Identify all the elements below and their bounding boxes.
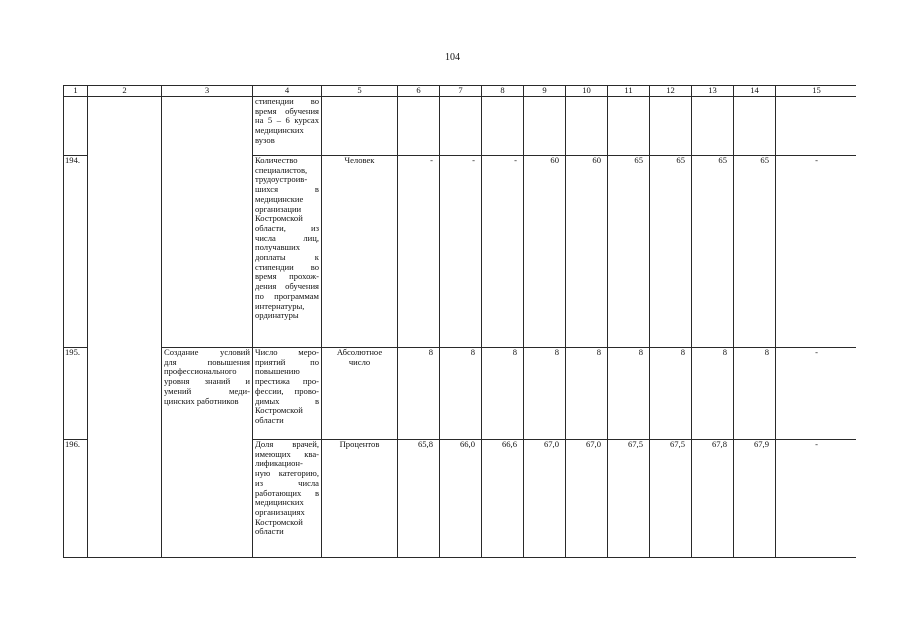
unit-text: число <box>348 356 371 367</box>
text-line: получавших <box>255 242 301 253</box>
text-line: Костромской <box>255 516 303 527</box>
text-line: ную категорию, <box>255 468 319 479</box>
text-line: цинских работников <box>164 395 239 406</box>
value-cell: 8 <box>692 348 734 440</box>
text-line: работающих в <box>255 487 319 498</box>
text-line: Число меро- <box>255 347 319 357</box>
text-line: области <box>255 526 284 537</box>
value-cell: 60 <box>566 156 608 348</box>
text-line: из числа <box>255 477 319 488</box>
indicator-name <box>253 440 322 558</box>
indicators-table <box>63 85 856 558</box>
text-line: дения обучения <box>255 281 319 292</box>
value-cell <box>608 97 650 156</box>
header-row <box>64 86 857 97</box>
notes-cell: - <box>776 440 857 558</box>
value-cell: 60 <box>524 156 566 348</box>
value-cell: 65,8 <box>398 440 440 558</box>
task-cell <box>162 348 253 558</box>
value-cell: 8 <box>608 348 650 440</box>
value-cell <box>440 97 482 156</box>
text-line: области, из <box>255 222 319 233</box>
text-line: престижа про- <box>255 376 319 387</box>
text-line: уровня знаний и <box>164 376 250 387</box>
value-cell: 65 <box>650 156 692 348</box>
table-container <box>63 85 856 563</box>
text-line: числа лиц, <box>255 232 319 243</box>
text-line: на 5 – 6 курсах <box>255 115 319 126</box>
column-header: 8 <box>482 86 524 97</box>
text-line: Создание условий <box>164 347 250 357</box>
text-line: специалистов, <box>255 164 308 175</box>
column-header: 2 <box>88 86 162 97</box>
table-row <box>64 348 857 440</box>
value-cell: 65 <box>734 156 776 348</box>
column-header: 10 <box>566 86 608 97</box>
value-cell: - <box>482 156 524 348</box>
text-line: приятий по <box>255 356 319 367</box>
value-cell <box>650 97 692 156</box>
text-line: имеющих ква- <box>255 448 319 459</box>
value-cell: 65 <box>608 156 650 348</box>
text-line: Доля врачей, <box>255 439 319 449</box>
text-line: медицинские <box>255 193 304 204</box>
text-line: умений меди- <box>164 385 250 396</box>
text-line: медицинских <box>255 497 304 508</box>
row-number: 194. <box>64 156 88 348</box>
column-header: 11 <box>608 86 650 97</box>
value-cell: 67,5 <box>608 440 650 558</box>
column-header: 7 <box>440 86 482 97</box>
value-cell <box>734 97 776 156</box>
text-line: доплаты к <box>255 252 319 263</box>
value-cell: 8 <box>566 348 608 440</box>
text-line: фессии, прово- <box>255 385 319 396</box>
column-header: 4 <box>253 86 322 97</box>
text-line: Костромской <box>255 405 303 416</box>
table-row <box>64 97 857 156</box>
indicator-name <box>253 97 322 156</box>
column-header: 14 <box>734 86 776 97</box>
value-cell: 65 <box>692 156 734 348</box>
unit-cell <box>322 156 398 348</box>
unit-cell <box>322 348 398 440</box>
value-cell: 67,9 <box>734 440 776 558</box>
unit-cell <box>322 440 398 558</box>
text-line: Количество <box>255 155 298 165</box>
value-cell <box>566 97 608 156</box>
column-header: 5 <box>322 86 398 97</box>
notes-cell: - <box>776 156 857 348</box>
text-line: по программам <box>255 290 319 301</box>
column-header: 3 <box>162 86 253 97</box>
value-cell: 67,5 <box>650 440 692 558</box>
value-cell: 8 <box>524 348 566 440</box>
text-line: организации <box>255 203 302 214</box>
text-line: области <box>255 414 284 425</box>
value-cell: 8 <box>482 348 524 440</box>
row-number: 196. <box>64 440 88 558</box>
row-number: 195. <box>64 348 88 440</box>
text-line: повышению <box>255 366 300 377</box>
column-header: 9 <box>524 86 566 97</box>
text-line: Костромской <box>255 213 303 224</box>
text-line: время обучения <box>255 105 319 116</box>
notes-cell: - <box>776 348 857 440</box>
page-number: 104 <box>445 52 460 63</box>
value-cell: 8 <box>440 348 482 440</box>
column-header: 6 <box>398 86 440 97</box>
unit-text: Человек <box>344 155 375 165</box>
text-line: лификацион- <box>255 458 303 469</box>
value-cell: - <box>440 156 482 348</box>
column-header: 12 <box>650 86 692 97</box>
text-line: для повышения <box>164 356 250 367</box>
value-cell: 66,6 <box>482 440 524 558</box>
task-cell <box>162 97 253 348</box>
indicator-name <box>253 156 322 348</box>
value-cell <box>524 97 566 156</box>
value-cell: - <box>398 156 440 348</box>
row-number <box>64 97 88 156</box>
unit-cell <box>322 97 398 156</box>
text-line: профессионального <box>164 366 237 377</box>
value-cell <box>692 97 734 156</box>
value-cell: 8 <box>398 348 440 440</box>
text-line: димых в <box>255 395 319 406</box>
value-cell: 67,8 <box>692 440 734 558</box>
text-line: шихся в <box>255 184 319 195</box>
value-cell: 67,0 <box>524 440 566 558</box>
column-header: 1 <box>64 86 88 97</box>
text-line: организациях <box>255 506 305 517</box>
value-cell: 67,0 <box>566 440 608 558</box>
value-cell <box>482 97 524 156</box>
notes-cell <box>776 97 857 156</box>
value-cell: 66,0 <box>440 440 482 558</box>
text-line: стипендии во <box>255 96 319 106</box>
text-line: вузов <box>255 134 275 145</box>
value-cell <box>398 97 440 156</box>
unit-text: Абсолютное <box>336 347 383 357</box>
value-cell: 8 <box>734 348 776 440</box>
text-line: время прохож- <box>255 271 319 282</box>
unit-text: Процентов <box>339 439 380 449</box>
text-line: стипендии во <box>255 261 319 272</box>
text-line: интернатуры, <box>255 300 305 311</box>
indicator-name <box>253 348 322 440</box>
value-cell: 8 <box>650 348 692 440</box>
text-line: ординатуры <box>255 310 299 321</box>
text-line: медицинских <box>255 125 304 136</box>
column-header: 15 <box>776 86 857 97</box>
column-header: 13 <box>692 86 734 97</box>
goal-cell <box>88 97 162 558</box>
text-line: трудоустроив- <box>255 174 308 185</box>
